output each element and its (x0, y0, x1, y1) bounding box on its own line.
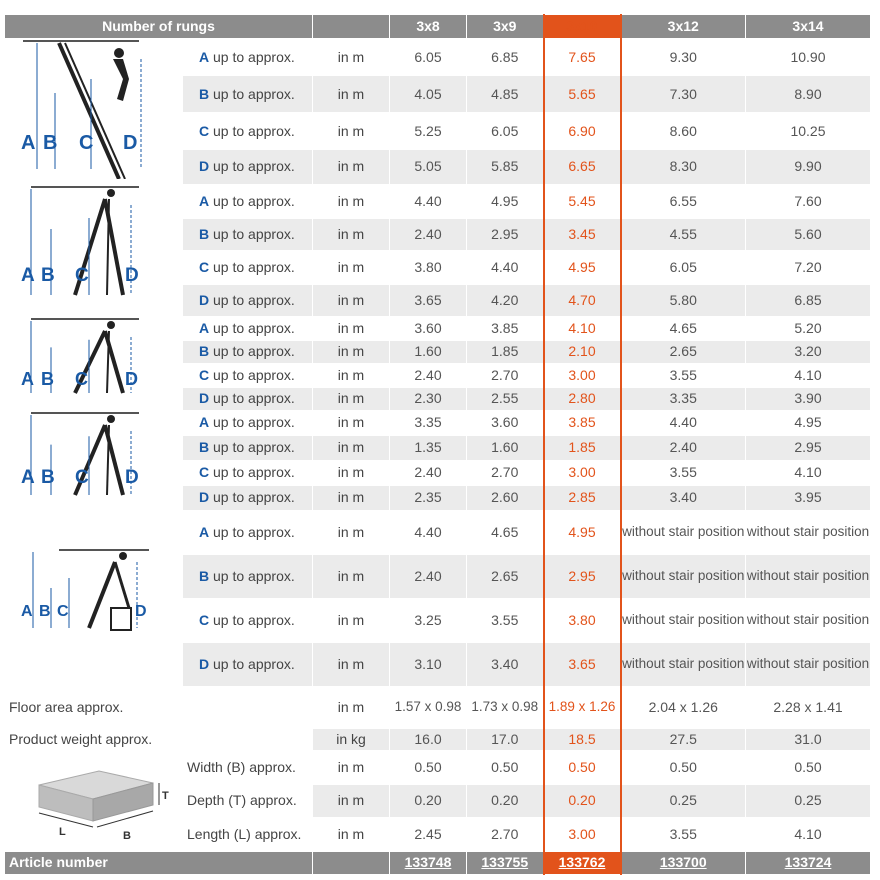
value-cell: 4.40 (390, 510, 467, 554)
diagram-letter-c: C (74, 264, 89, 286)
measure-label (183, 112, 313, 149)
value-cell: 8.30 (621, 149, 746, 184)
measure-letter: D (199, 655, 210, 672)
value-cell: 4.40 (390, 184, 467, 218)
unit-cell: in m (313, 284, 390, 316)
value-cell: 31.0 (746, 728, 871, 750)
value-cell: 6.85 (467, 39, 544, 76)
value-cell: 1.35 (390, 436, 467, 460)
value-cell: 16.0 (390, 728, 467, 750)
measure-label (183, 316, 313, 340)
value-cell: 2.40 (390, 219, 467, 251)
value-cell: 2.35 (390, 486, 467, 511)
value-cell: 7.60 (746, 184, 871, 218)
unit-cell: in m (313, 340, 390, 364)
ladder-spec-table (4, 14, 871, 875)
value-cell: without stair position (746, 642, 871, 686)
header-col-3x12: 3x12 (621, 15, 746, 39)
unit-cell: in m (313, 817, 390, 851)
diagram-letter-d: D (122, 132, 137, 154)
article-unit (313, 851, 390, 874)
ladder-position-diagram-3 (19, 317, 169, 405)
unit-cell: in m (313, 219, 390, 251)
measure-suffix: up to approx. (213, 258, 295, 275)
value-cell: 7.20 (746, 251, 871, 284)
value-cell: 2.70 (467, 364, 544, 388)
value-cell: 4.10 (544, 316, 621, 340)
value-cell: 0.20 (467, 784, 544, 817)
value-cell: 3.90 (746, 387, 871, 410)
unit-cell: in m (313, 642, 390, 686)
header-col-3x10: 3x10 (544, 15, 621, 39)
unit-cell: in m (313, 410, 390, 435)
value-cell: 18.5 (544, 728, 621, 750)
diagram-letter-a: A (20, 466, 35, 488)
unit-cell: in m (313, 387, 390, 410)
measure-label (183, 460, 313, 485)
value-cell: 2.40 (390, 554, 467, 598)
measure-letter: D (199, 158, 210, 175)
value-cell: 2.45 (390, 817, 467, 851)
value-cell: 1.89 x 1.26 (544, 686, 621, 728)
table-row (5, 510, 871, 554)
value-cell: 2.04 x 1.26 (621, 686, 746, 728)
value-cell: 0.20 (544, 784, 621, 817)
value-cell: 3.55 (621, 364, 746, 388)
measure-letter: D (199, 390, 210, 407)
value-cell: 0.50 (544, 750, 621, 784)
measure-letter: B (199, 567, 210, 584)
value-cell: 2.40 (621, 436, 746, 460)
article-cell (621, 851, 746, 874)
table-row (5, 39, 871, 76)
dimension-label: Length (L) approx. (183, 817, 313, 851)
header-unit (313, 15, 390, 39)
value-cell: 2.28 x 1.41 (746, 686, 871, 728)
diagram-letter-c: C (74, 466, 89, 488)
value-cell: without stair position (621, 642, 746, 686)
measure-label (183, 251, 313, 284)
article-link[interactable]: 133724 (784, 854, 832, 871)
measure-label (183, 642, 313, 686)
value-cell: 3.65 (544, 642, 621, 686)
ladder-diagram-cell (5, 39, 183, 185)
measure-suffix: up to approx. (213, 655, 295, 672)
diagram-letter-d: D (124, 264, 139, 286)
value-cell: 4.70 (544, 284, 621, 316)
unit-cell: in m (313, 750, 390, 784)
measure-suffix: up to approx. (213, 291, 295, 308)
measure-suffix: up to approx. (213, 567, 295, 584)
table-row (5, 316, 871, 340)
value-cell: 4.65 (467, 510, 544, 554)
measure-letter: A (199, 48, 210, 65)
measure-letter: C (199, 122, 210, 139)
measure-letter: A (199, 523, 210, 540)
value-cell: 4.85 (467, 75, 544, 112)
measure-letter: C (199, 464, 210, 481)
measure-suffix: up to approx. (213, 193, 295, 210)
measure-letter: D (199, 291, 210, 308)
diagram-letter-d: D (124, 466, 139, 488)
unit-cell: in m (313, 39, 390, 76)
product-weight-row (5, 728, 871, 750)
measure-suffix: up to approx. (213, 611, 295, 628)
package-box-diagram (19, 753, 169, 843)
article-cell (390, 851, 467, 874)
unit-cell: in m (313, 251, 390, 284)
measure-label (183, 39, 313, 76)
value-cell: without stair position (621, 598, 746, 642)
diagram-letter-d: D (124, 368, 138, 389)
header-col-3x8: 3x8 (390, 15, 467, 39)
value-cell: 7.65 (544, 39, 621, 76)
value-cell: 3.55 (621, 460, 746, 485)
value-cell: 4.95 (467, 184, 544, 218)
article-link[interactable]: 133748 (404, 854, 452, 871)
measure-suffix: up to approx. (213, 122, 295, 139)
table-row (5, 750, 871, 784)
measure-suffix: up to approx. (213, 439, 295, 456)
diagram-letter-a: A (20, 602, 33, 620)
product-weight-label: Product weight approx. (5, 728, 313, 750)
value-cell: 2.60 (467, 486, 544, 511)
value-cell: 4.10 (746, 817, 871, 851)
diagram-letter-bw: B (122, 830, 131, 843)
value-cell: 5.45 (544, 184, 621, 218)
value-cell: without stair position (621, 554, 746, 598)
value-cell: 2.95 (544, 554, 621, 598)
value-cell: 3.85 (544, 410, 621, 435)
measure-label (183, 364, 313, 388)
value-cell: 0.50 (467, 750, 544, 784)
article-number-row (5, 851, 871, 874)
measure-letter: A (199, 193, 210, 210)
value-cell: 3.45 (544, 219, 621, 251)
value-cell: 4.20 (467, 284, 544, 316)
article-link[interactable]: 133762 (558, 854, 606, 871)
value-cell: 6.05 (390, 39, 467, 76)
value-cell: 3.85 (467, 316, 544, 340)
value-cell: 5.05 (390, 149, 467, 184)
value-cell: 0.50 (390, 750, 467, 784)
value-cell: 2.40 (390, 460, 467, 485)
diagram-letter-c: C (56, 602, 69, 620)
diagram-letter-a: A (20, 132, 35, 154)
header-col-3x9: 3x9 (467, 15, 544, 39)
value-cell: without stair position (746, 598, 871, 642)
value-cell: 0.25 (746, 784, 871, 817)
value-cell: 2.95 (467, 219, 544, 251)
measure-label (183, 410, 313, 435)
header-title: Number of rungs (5, 15, 313, 39)
measure-letter: C (199, 611, 210, 628)
diagram-letter-l: L (58, 826, 66, 839)
value-cell: 8.90 (746, 75, 871, 112)
value-cell: 6.05 (621, 251, 746, 284)
value-cell: 0.50 (746, 750, 871, 784)
article-number-label: Article number (5, 851, 313, 874)
value-cell: 3.00 (544, 460, 621, 485)
value-cell: 6.65 (544, 149, 621, 184)
measure-letter: B (199, 85, 210, 102)
value-cell: 3.65 (390, 284, 467, 316)
measure-letter: C (199, 367, 210, 384)
article-cell (746, 851, 871, 874)
value-cell: without stair position (746, 554, 871, 598)
article-link[interactable]: 133700 (659, 854, 707, 871)
value-cell: 2.40 (390, 364, 467, 388)
value-cell: 2.65 (621, 340, 746, 364)
value-cell: 1.57 x 0.98 (390, 686, 467, 728)
unit-cell: in m (313, 460, 390, 485)
value-cell: 3.80 (390, 251, 467, 284)
measure-label (183, 75, 313, 112)
value-cell: 1.85 (467, 340, 544, 364)
value-cell: 2.85 (544, 486, 621, 511)
unit-cell: in m (313, 598, 390, 642)
floor-area-label: Floor area approx. (5, 686, 313, 728)
table-row (5, 184, 871, 218)
measure-suffix: up to approx. (213, 158, 295, 175)
value-cell: without stair position (746, 510, 871, 554)
unit-cell: in kg (313, 728, 390, 750)
value-cell: 1.85 (544, 436, 621, 460)
unit-cell: in m (313, 112, 390, 149)
value-cell: 2.95 (746, 436, 871, 460)
dimension-label: Depth (T) approx. (183, 784, 313, 817)
value-cell: 4.95 (746, 410, 871, 435)
value-cell: 4.10 (746, 460, 871, 485)
diagram-letter-b: B (40, 368, 54, 389)
value-cell: 6.90 (544, 112, 621, 149)
measure-suffix: up to approx. (213, 489, 295, 506)
unit-cell: in m (313, 784, 390, 817)
value-cell: 9.90 (746, 149, 871, 184)
value-cell: 10.25 (746, 112, 871, 149)
diagram-letter-a: A (20, 264, 35, 286)
value-cell: 0.25 (621, 784, 746, 817)
value-cell: 3.40 (621, 486, 746, 511)
measure-suffix: up to approx. (213, 367, 295, 384)
value-cell: 6.85 (746, 284, 871, 316)
measure-label (183, 184, 313, 218)
measure-suffix: up to approx. (213, 319, 295, 336)
diagram-letter-b: B (42, 132, 57, 154)
value-cell: 2.70 (467, 460, 544, 485)
value-cell: 7.30 (621, 75, 746, 112)
value-cell: 27.5 (621, 728, 746, 750)
unit-cell: in m (313, 686, 390, 728)
value-cell: 5.20 (746, 316, 871, 340)
article-cell (544, 851, 621, 874)
value-cell: 3.00 (544, 364, 621, 388)
measure-letter: C (199, 258, 210, 275)
value-cell: 4.95 (544, 510, 621, 554)
value-cell: 3.10 (390, 642, 467, 686)
diagram-letter-t: T (161, 790, 169, 803)
measure-letter: D (199, 489, 210, 506)
measure-letter: B (199, 343, 210, 360)
value-cell: 17.0 (467, 728, 544, 750)
value-cell: 2.65 (467, 554, 544, 598)
measure-label (183, 340, 313, 364)
measure-letter: B (199, 439, 210, 456)
header-col-3x14: 3x14 (746, 15, 871, 39)
value-cell: 3.95 (746, 486, 871, 511)
value-cell: 3.80 (544, 598, 621, 642)
unit-cell: in m (313, 486, 390, 511)
ladder-position-diagram-1 (19, 39, 169, 179)
unit-cell: in m (313, 510, 390, 554)
value-cell: 2.80 (544, 387, 621, 410)
measure-suffix: up to approx. (213, 414, 295, 431)
value-cell: 4.65 (621, 316, 746, 340)
measure-suffix: up to approx. (213, 343, 295, 360)
ladder-position-diagram-2 (19, 185, 169, 311)
value-cell: 2.10 (544, 340, 621, 364)
measure-label (183, 598, 313, 642)
value-cell: 8.60 (621, 112, 746, 149)
value-cell: 3.40 (467, 642, 544, 686)
diagram-letter-c: C (78, 132, 93, 154)
measure-suffix: up to approx. (213, 390, 295, 407)
measure-letter: A (199, 319, 210, 336)
value-cell: 5.80 (621, 284, 746, 316)
dimension-label: Width (B) approx. (183, 750, 313, 784)
packaging-diagram-cell (5, 750, 183, 851)
value-cell: 1.60 (467, 436, 544, 460)
value-cell: without stair position (621, 510, 746, 554)
ladder-diagram-cell (5, 184, 183, 316)
measure-label (183, 486, 313, 511)
value-cell: 4.55 (621, 219, 746, 251)
unit-cell: in m (313, 364, 390, 388)
unit-cell: in m (313, 149, 390, 184)
value-cell: 3.25 (390, 598, 467, 642)
unit-cell: in m (313, 75, 390, 112)
measure-label (183, 284, 313, 316)
value-cell: 5.60 (746, 219, 871, 251)
article-link[interactable]: 133755 (481, 854, 529, 871)
measure-label (183, 436, 313, 460)
value-cell: 3.55 (621, 817, 746, 851)
unit-cell: in m (313, 554, 390, 598)
ladder-diagram-cell (5, 316, 183, 410)
ladder-diagram-cell (5, 510, 183, 686)
measure-letter: A (199, 414, 210, 431)
value-cell: 2.70 (467, 817, 544, 851)
header-row (5, 15, 871, 39)
value-cell: 2.30 (390, 387, 467, 410)
value-cell: 3.20 (746, 340, 871, 364)
value-cell: 10.90 (746, 39, 871, 76)
value-cell: 3.35 (621, 387, 746, 410)
value-cell: 3.60 (467, 410, 544, 435)
diagram-letter-b: B (40, 466, 55, 488)
diagram-letter-b: B (38, 602, 51, 620)
measure-label (183, 219, 313, 251)
diagram-letter-b: B (40, 264, 55, 286)
value-cell: 3.55 (467, 598, 544, 642)
measure-suffix: up to approx. (213, 464, 295, 481)
value-cell: 3.00 (544, 817, 621, 851)
value-cell: 4.10 (746, 364, 871, 388)
ladder-position-diagram-4 (19, 411, 169, 505)
value-cell: 0.50 (621, 750, 746, 784)
value-cell: 4.40 (467, 251, 544, 284)
diagram-letter-d: D (134, 602, 147, 620)
value-cell: 9.30 (621, 39, 746, 76)
value-cell: 3.35 (390, 410, 467, 435)
measure-suffix: up to approx. (213, 85, 295, 102)
diagram-letter-c: C (74, 368, 88, 389)
value-cell: 0.20 (390, 784, 467, 817)
value-cell: 5.85 (467, 149, 544, 184)
value-cell: 5.25 (390, 112, 467, 149)
diagram-letter-a: A (20, 368, 34, 389)
value-cell: 1.60 (390, 340, 467, 364)
ladder-diagram-cell (5, 410, 183, 510)
unit-cell: in m (313, 436, 390, 460)
value-cell: 1.73 x 0.98 (467, 686, 544, 728)
floor-area-row (5, 686, 871, 728)
measure-label (183, 149, 313, 184)
value-cell: 2.55 (467, 387, 544, 410)
measure-label (183, 554, 313, 598)
value-cell: 3.60 (390, 316, 467, 340)
table-row (5, 410, 871, 435)
ladder-position-diagram-5 (19, 548, 169, 644)
measure-letter: B (199, 226, 210, 243)
measure-label (183, 510, 313, 554)
value-cell: 5.65 (544, 75, 621, 112)
value-cell: 4.40 (621, 410, 746, 435)
unit-cell: in m (313, 184, 390, 218)
value-cell: 4.95 (544, 251, 621, 284)
value-cell: 6.05 (467, 112, 544, 149)
measure-suffix: up to approx. (213, 226, 295, 243)
measure-label (183, 387, 313, 410)
article-cell (467, 851, 544, 874)
value-cell: 6.55 (621, 184, 746, 218)
unit-cell: in m (313, 316, 390, 340)
measure-suffix: up to approx. (213, 523, 295, 540)
measure-suffix: up to approx. (213, 48, 295, 65)
value-cell: 4.05 (390, 75, 467, 112)
